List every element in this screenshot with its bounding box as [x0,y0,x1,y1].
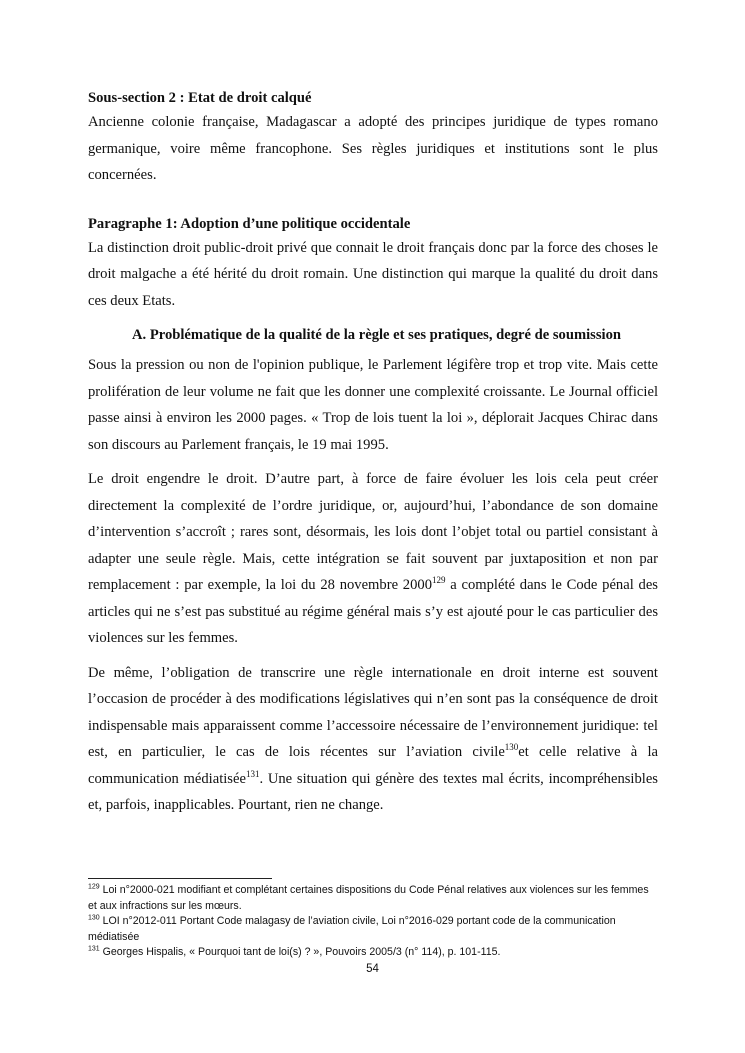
body3-text-3: . Une situation qui génère des textes mal écrits, incompréhensibles et, parfois, inapplicables. Pourtant, rien ne change. [88,770,658,813]
section-title: Sous-section 2 : Etat de droit calqué [88,90,312,106]
subheading-a: A. Problématique de la qualité de la règle et ses pratiques, degré de soumission [132,327,622,343]
footnote-text: Loi n°2000-021 modifiant et complétant certaines dispositions du Code Pénal relatives aux violences sur les femmes et aux infractions sur les mœurs. [88,884,649,912]
page-number: 54 [366,963,379,975]
intro-paragraph: Ancienne colonie française, Madagascar a adopté des principes juridique de types romano germanique, voire même francophone. Ses règles juridiques et institutions sont le plus concernées. [88,114,658,183]
footnote-ref-130[interactable]: 130 [504,742,519,753]
spacer [88,458,658,466]
spacer [88,652,658,660]
body2-text-1: Le droit engendre le droit. D’autre part, à force de faire évoluer les lois cela peut créer directement la complexité de l’ordre juridique, or, aujourd’hui, l’abondance de son domaine d’intervention s’accroît ; rares sont, désormais, les lois dont l’objet total ou partiel consistant à adapter une seule règle. Mais, cette intégration se fait souvent par juxtaposition et non par remplacement : par exemple, la loi du 28 novembre 2000 [88,471,658,593]
body2-text-2: a complété dans le Code pénal des articles qui ne s’est pas substitué au régime général mais s’y est ajouté pour le cas particulier des violences sur les femmes. [88,577,658,646]
footnote-ref-131[interactable]: 131 [245,768,260,779]
paragraph1-title: Paragraphe 1: Adoption d’une politique occidentale [88,215,411,232]
body3-text-1: De même, l’obligation de transcrire une règle internationale en droit interne est souvent l’occasion de procéder à des modifications législatives qui n’en sont pas la conséquence de droit indispensable mais apparaissent comme l’accessoire nécessaire de l’environnement juridique: tel est, en particulier, le cas de lois récentes sur l’aviation civile [88,664,658,760]
body-paragraph-1: Sous la pression ou non de l'opinion publique, le Parlement légifère trop et trop vite. Mais cette prolifération de leur volume ne fait que les donner une complexité croissante. Le Journal officiel passe ainsi à environ les 2000 pages. « Trop de lois tuent la loi », déplorait Jacques Chirac dans son discours au Parlement français, le 19 mai 1995. [88,357,658,453]
footnote-divider [88,878,272,879]
body-paragraph-3 [88,660,658,819]
footnotes [88,878,658,961]
footnote-130 [88,914,658,945]
footnote-number: 129 [88,883,100,891]
paragraph1-text: La distinction droit public-droit privé que connait le droit français donc par la force des choses le droit malgache a été hérité du droit romain. Une distinction qui marque la qualité du droit dans ces deux Etats. [88,239,658,309]
footnote-number: 130 [88,914,100,922]
footnote-text: Georges Hispalis, « Pourquoi tant de loi(s) ? », Pouvoirs 2005/3 (n° 114), p. 101-115. [99,946,501,959]
spacer [88,189,658,213]
body-paragraph-2 [88,466,658,652]
footnote-ref-129[interactable]: 129 [432,575,446,586]
footnote-text: LOI n°2012-011 Portant Code malagasy de l’aviation civile, Loi n°2016-029 portant code de la communication médiatisée [88,915,616,943]
body3-text-2: et celle relative à la communication médiatisée [88,744,658,787]
footnote-129 [88,883,658,914]
footnote-number: 131 [88,945,100,953]
footnote-131 [88,945,658,961]
main-text [88,87,658,819]
